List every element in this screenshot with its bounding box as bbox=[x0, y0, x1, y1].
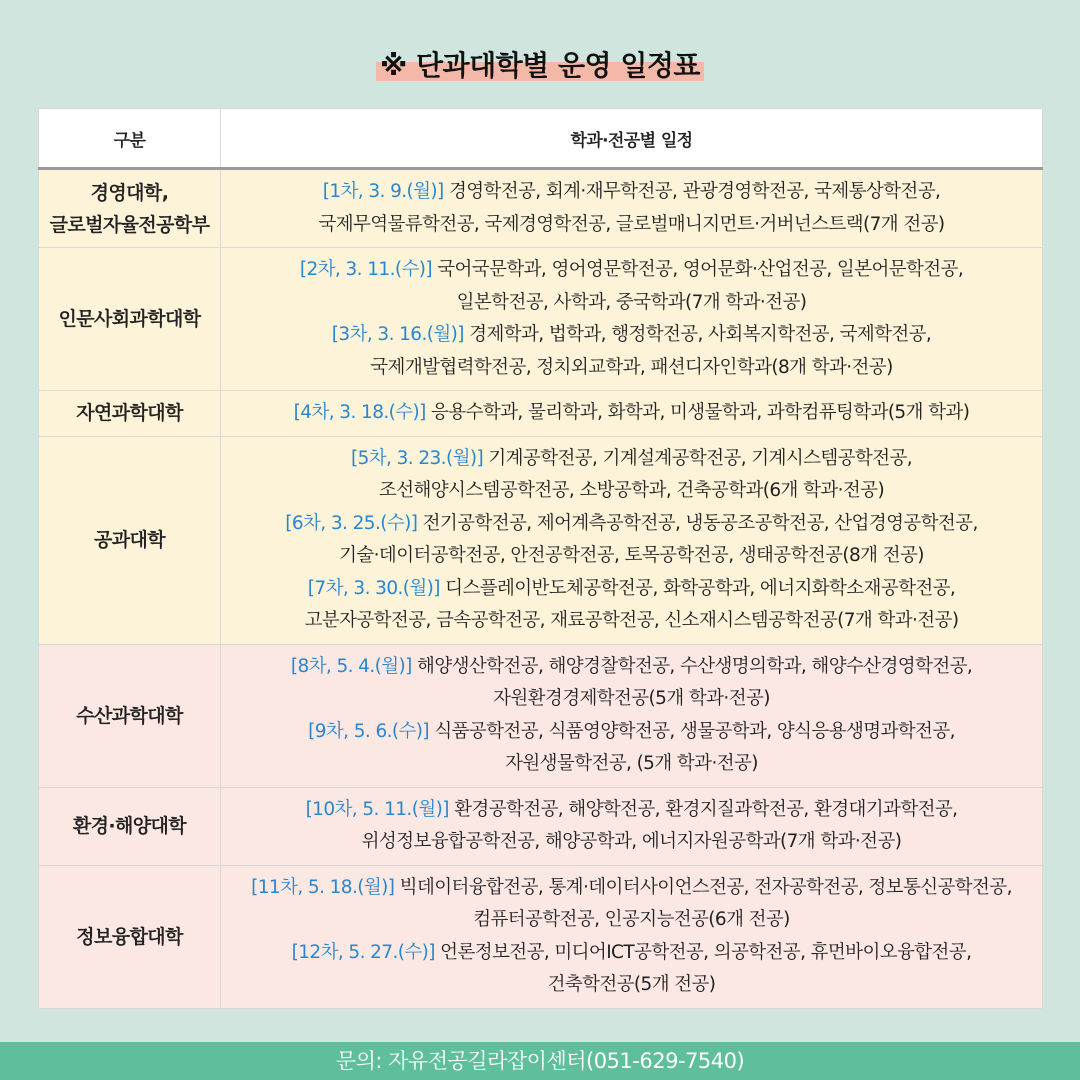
schedule-line bbox=[223, 826, 1040, 859]
session-date: [5차, 3. 23.(월)] bbox=[350, 447, 484, 469]
schedule-line bbox=[223, 397, 1040, 430]
session-programs: 조선해양시스템공학전공, 소방공학과, 건축공학과(6개 학과·전공) bbox=[378, 480, 885, 501]
schedule-table bbox=[38, 108, 1043, 1009]
session-programs: 일본학전공, 사학과, 중국학과(7개 학과·전공) bbox=[456, 291, 807, 313]
session-programs: 기술·데이터공학전공, 안전공학전공, 토목공학전공, 생태공학전공(8개 전공) bbox=[339, 545, 924, 566]
schedule-cell bbox=[221, 248, 1043, 391]
session-programs: 국제개발협력학전공, 정치외교학과, 패션디자인학과(8개 학과·전공) bbox=[370, 356, 893, 378]
session-programs: 위성정보융합공학전공, 해양공학과, 에너지자원공학과(7개 학과·전공) bbox=[361, 831, 902, 852]
college-name bbox=[39, 644, 221, 787]
schedule-line bbox=[223, 969, 1040, 1002]
session-programs: 국제무역물류학전공, 국제경영학전공, 글로벌매니지먼트·거버넌스트랙(7개 전공) bbox=[318, 213, 945, 235]
schedule-line bbox=[223, 904, 1040, 937]
session-programs: 전기공학전공, 제어계측공학전공, 냉동공조공학전공, 산업경영공학전공, bbox=[417, 512, 978, 534]
college-name bbox=[39, 391, 221, 437]
schedule-line bbox=[223, 287, 1040, 320]
schedule-line bbox=[223, 209, 1040, 242]
session-date: [10차, 5. 11.(월)] bbox=[305, 798, 449, 820]
college-name-line: 글로벌자율전공학부 bbox=[49, 213, 210, 236]
schedule-cell bbox=[221, 169, 1043, 248]
session-date: [8차, 5. 4.(월)] bbox=[290, 655, 412, 677]
page-title: ※ 단과대학별 운영 일정표 bbox=[376, 44, 704, 84]
session-programs: 빅데이터융합전공, 통계·데이터사이언스전공, 전자공학전공, 정보통신공학전공, bbox=[394, 876, 1012, 898]
college-name bbox=[39, 169, 221, 248]
table-row bbox=[39, 436, 1043, 644]
college-name-line: 경영대학, bbox=[90, 181, 169, 204]
session-date: [4차, 3. 18.(수)] bbox=[293, 402, 426, 423]
college-name bbox=[39, 248, 221, 391]
schedule-line bbox=[223, 716, 1040, 749]
schedule-line bbox=[223, 937, 1040, 970]
schedule-cell bbox=[221, 436, 1043, 644]
schedule-line bbox=[223, 651, 1040, 684]
session-date: [6차, 3. 25.(수)] bbox=[285, 512, 418, 534]
session-date: [7차, 3. 30.(월)] bbox=[307, 577, 440, 599]
session-programs: 국어국문학과, 영어영문학전공, 영어문화·산업전공, 일본어문학전공, bbox=[431, 259, 964, 280]
session-date: [3차, 3. 16.(월)] bbox=[331, 324, 464, 345]
college-name-line: 공과대학 bbox=[93, 529, 166, 551]
session-date: [12차, 5. 27.(수)] bbox=[291, 941, 435, 963]
schedule-line bbox=[223, 254, 1040, 287]
schedule-cell bbox=[221, 865, 1043, 1008]
session-programs: 식품공학전공, 식품영양학전공, 생물공학과, 양식응용생명과학전공, bbox=[429, 720, 955, 742]
college-name bbox=[39, 865, 221, 1008]
session-programs: 기계공학전공, 기계설계공학전공, 기계시스템공학전공, bbox=[483, 447, 913, 469]
schedule-line bbox=[223, 605, 1040, 638]
schedule-line bbox=[223, 540, 1040, 573]
schedule-body bbox=[39, 169, 1043, 1009]
session-programs: 고분자공학전공, 금속공학전공, 재료공학전공, 신소재시스템공학전공(7개 학과·전공) bbox=[304, 610, 959, 631]
table-row bbox=[39, 169, 1043, 248]
schedule-line bbox=[223, 352, 1040, 385]
table-row bbox=[39, 787, 1043, 865]
schedule-line bbox=[223, 794, 1040, 827]
table-row bbox=[39, 248, 1043, 391]
schedule-cell bbox=[221, 787, 1043, 865]
session-date: [2차, 3. 11.(수)] bbox=[299, 259, 432, 280]
session-programs: 디스플레이반도체공학전공, 화학공학과, 에너지화학소재공학전공, bbox=[439, 577, 956, 599]
college-name-line: 환경·해양대학 bbox=[72, 815, 187, 837]
header-category: 구분 bbox=[39, 109, 221, 169]
table-row bbox=[39, 644, 1043, 787]
session-programs: 자원환경경제학전공(5개 학과·전공) bbox=[493, 688, 770, 709]
schedule-line bbox=[223, 573, 1040, 606]
college-name-line: 수산과학대학 bbox=[76, 704, 183, 727]
session-date: [11차, 5. 18.(월)] bbox=[251, 876, 395, 898]
session-programs: 응용수학과, 물리학과, 화학과, 미생물학과, 과학컴퓨팅학과(5개 학과) bbox=[425, 402, 970, 423]
college-name-line: 정보융합대학 bbox=[76, 925, 183, 948]
session-date: [1차, 3. 9.(월)] bbox=[322, 181, 444, 202]
schedule-line bbox=[223, 508, 1040, 541]
schedule-line bbox=[223, 748, 1040, 781]
session-programs: 환경공학전공, 해양학전공, 환경지질과학전공, 환경대기과학전공, bbox=[448, 798, 958, 820]
schedule-cell bbox=[221, 391, 1043, 437]
header-schedule: 학과·전공별 일정 bbox=[221, 109, 1043, 169]
session-programs: 건축학전공(5개 전공) bbox=[547, 974, 716, 995]
session-programs: 경제학과, 법학과, 행정학전공, 사회복지학전공, 국제학전공, bbox=[463, 324, 932, 345]
schedule-line bbox=[223, 475, 1040, 508]
session-programs: 자원생물학전공, (5개 학과·전공) bbox=[505, 753, 758, 774]
college-name-line: 인문사회과학대학 bbox=[58, 308, 201, 330]
schedule-line bbox=[223, 872, 1040, 905]
table-header-row bbox=[39, 109, 1043, 169]
session-programs: 경영학전공, 회계·재무학전공, 관광경영학전공, 국제통상학전공, bbox=[443, 181, 941, 202]
session-programs: 컴퓨터공학전공, 인공지능전공(6개 전공) bbox=[473, 909, 790, 930]
schedule-line bbox=[223, 319, 1040, 352]
contact-footer: 문의: 자유전공길라잡이센터(051-629-7540) bbox=[0, 1042, 1080, 1080]
schedule-line bbox=[223, 443, 1040, 476]
session-date: [9차, 5. 6.(수)] bbox=[308, 720, 430, 742]
college-name bbox=[39, 787, 221, 865]
session-programs: 언론정보전공, 미디어ICT공학전공, 의공학전공, 휴먼바이오융합전공, bbox=[434, 941, 972, 963]
college-name-line: 자연과학대학 bbox=[76, 402, 183, 425]
schedule-line bbox=[223, 683, 1040, 716]
college-name bbox=[39, 436, 221, 644]
table-row bbox=[39, 865, 1043, 1008]
table-row bbox=[39, 391, 1043, 437]
session-programs: 해양생산학전공, 해양경찰학전공, 수산생명의학과, 해양수산경영학전공, bbox=[411, 655, 973, 677]
schedule-cell bbox=[221, 644, 1043, 787]
schedule-line bbox=[223, 176, 1040, 209]
